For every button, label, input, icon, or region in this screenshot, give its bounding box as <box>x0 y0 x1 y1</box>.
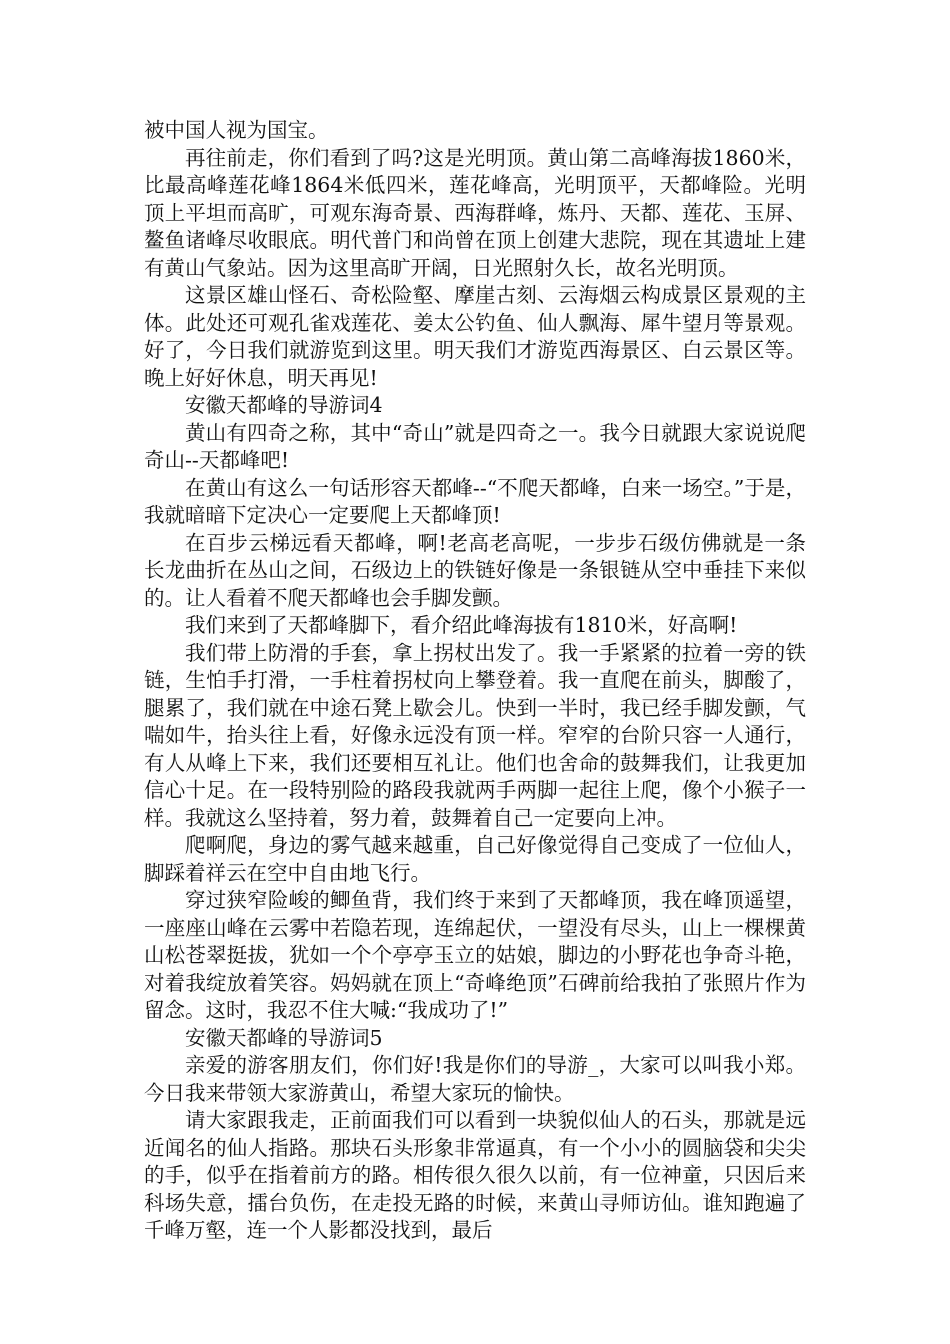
paragraph: 被中国人视为国宝。 <box>144 118 329 142</box>
paragraph: 这景区雄山怪石、奇松险壑、摩崖古刻、云海烟云构成景区景观的主体。此处还可观孔雀戏莲花、姜太公钓鱼、仙人飘海、犀牛望月等景观。好了，今日我们就游览到这里。明天我们才游览西海景区、白云景区等。晚上好好休息，明天再见! <box>144 283 806 390</box>
paragraph: 在黄山有这么一句话形容天都峰--“不爬天都峰，白来一场空。”于是，我就暗暗下定决心一定要爬上天都峰顶! <box>144 475 806 527</box>
section-heading: 安徽天都峰的导游词4 <box>185 393 383 417</box>
document-body <box>144 117 806 1245</box>
section-heading: 安徽天都峰的导游词5 <box>185 1025 383 1050</box>
paragraph: 黄山有四奇之称，其中“奇山”就是四奇之一。我今日就跟大家说说爬奇山--天都峰吧! <box>144 420 806 472</box>
paragraph: 请大家跟我走，正前面我们可以看到一块貌似仙人的石头，那就是远近闻名的仙人指路。那块石头形象非常逼真，有一个小小的圆脑袋和尖尖的手，似乎在指着前方的路。相传很久很久以前，有一位神童，只因后来科场失意，擂台负伤，在走投无路的时候，来黄山寻师访仙。谁知跑遍了千峰万壑，连一个人影都没找到，最后 <box>144 1108 806 1242</box>
paragraph: 爬啊爬，身边的雾气越来越重，自己好像觉得自己变成了一位仙人，脚踩着祥云在空中自由地飞行。 <box>144 833 806 885</box>
paragraph: 亲爱的游客朋友们，你们好!我是你们的导游_，大家可以叫我小郑。今日我来带领大家游黄山，希望大家玩的愉快。 <box>144 1053 806 1105</box>
paragraph: 穿过狭窄险峻的鲫鱼背，我们终于来到了天都峰顶，我在峰顶遥望，一座座山峰在云雾中若隐若现，连绵起伏，一望没有尽头，山上一棵棵黄山松苍翠挺拔，犹如一个个亭亭玉立的姑娘，脚边的小野花也争奇斗艳，对着我绽放着笑容。妈妈就在顶上“奇峰绝顶”石碑前给我拍了张照片作为留念。这时，我忍不住大喊:“我成功了!” <box>144 888 806 1022</box>
paragraph: 我们来到了天都峰脚下，看介绍此峰海拔有1810米，好高啊! <box>185 613 738 637</box>
paragraph: 在百步云梯远看天都峰，啊!老高老高呢，一步步石级仿佛就是一条长龙曲折在丛山之间，石级边上的铁链好像是一条银链从空中垂挂下来似的。让人看着不爬天都峰也会手脚发颤。 <box>144 530 806 610</box>
paragraph: 我们带上防滑的手套，拿上拐杖出发了。我一手紧紧的拉着一旁的铁链，生怕手打滑，一手柱着拐杖向上攀登着。我一直爬在前头，脚酸了，腿累了，我们就在中途石凳上歇会儿。快到一半时，我已经手脚发颤，气喘如牛，抬头往上看，好像永远没有顶一样。窄窄的台阶只容一人通行，有人从峰上下来，我们还要相互礼让。他们也舍命的鼓舞我们，让我更加信心十足。在一段特别险的路段我就两手两脚一起往上爬，像个小猴子一样。我就这么坚持着，努力着，鼓舞着自己一定要向上冲。 <box>144 640 806 830</box>
paragraph: 再往前走，你们看到了吗?这是光明顶。黄山第二高峰海拔1860米，比最高峰莲花峰1864米低四米，莲花峰高，光明顶平，天都峰险。光明顶上平坦而高旷，可观东海奇景、西海群峰，炼丹、天都、莲花、玉屏、鳌鱼诸峰尽收眼底。明代普门和尚曾在顶上创建大悲院，现在其遗址上建有黄山气象站。因为这里高旷开阔，日光照射久长，故名光明顶。 <box>144 145 806 280</box>
